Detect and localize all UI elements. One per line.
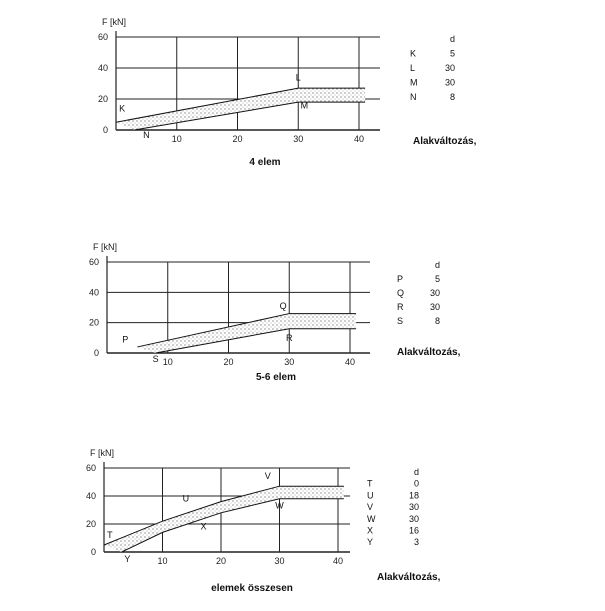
- x-tick-label: 20: [223, 357, 234, 367]
- x-tick-label: 30: [293, 134, 304, 144]
- y-axis-label: F [kN]: [102, 17, 126, 27]
- table-row-value: 30: [408, 502, 419, 513]
- point-label: R: [286, 332, 293, 343]
- table-row-label: R: [397, 302, 404, 312]
- x-axis-label: Alakváltozás,: [413, 136, 477, 147]
- chart-title: 4 elem: [249, 157, 281, 168]
- table-row-value: 5: [434, 274, 440, 284]
- table-header: d: [434, 260, 440, 270]
- x-tick-label: 40: [353, 134, 365, 144]
- y-tick-label: 40: [88, 287, 99, 298]
- y-tick-label: 20: [97, 94, 108, 104]
- y-tick-label: 0: [102, 125, 108, 135]
- chart-title: elemek összesen: [211, 583, 293, 594]
- table-row-value: 8: [434, 316, 440, 326]
- x-tick-label: 40: [344, 357, 356, 367]
- table-header: d: [413, 467, 419, 477]
- table-row-value: 30: [408, 513, 419, 524]
- y-axis-label: F [kN]: [93, 242, 117, 252]
- x-axis-label: Alakváltozás,: [397, 347, 461, 358]
- table-row-label: N: [410, 92, 417, 102]
- table-row-label: L: [410, 63, 416, 73]
- point-label: P: [122, 334, 129, 345]
- y-tick-label: 20: [85, 519, 96, 529]
- x-tick-label: 20: [215, 556, 227, 566]
- x-axis-label: Alakváltozás,: [377, 572, 441, 583]
- table-row-value: 16: [408, 525, 419, 536]
- table-row-label: P: [397, 274, 404, 284]
- table-row-label: X: [367, 525, 374, 536]
- table-row-value: 18: [408, 490, 419, 501]
- x-tick-label: 30: [284, 357, 295, 367]
- point-label: X: [200, 521, 207, 532]
- table-row-value: 30: [429, 302, 440, 312]
- table-row-value: 30: [429, 288, 440, 298]
- point-label: T: [107, 530, 113, 540]
- table-row-label: S: [397, 316, 404, 326]
- table-row-label: U: [367, 490, 374, 501]
- y-tick-label: 60: [88, 257, 99, 267]
- table-row-label: W: [367, 513, 376, 524]
- table-header: d: [449, 34, 455, 44]
- y-tick-label: 60: [85, 463, 96, 473]
- x-tick-label: 10: [157, 556, 168, 566]
- table-row-label: Y: [367, 537, 374, 548]
- scatter-band: [116, 88, 365, 130]
- y-tick-label: 40: [85, 491, 96, 501]
- point-label: L: [295, 72, 301, 83]
- table-row-value: 5: [449, 48, 455, 59]
- point-label: S: [152, 354, 159, 365]
- point-label: Y: [124, 553, 131, 564]
- table-row-label: Q: [397, 288, 405, 298]
- y-tick-label: 0: [90, 547, 96, 557]
- y-tick-label: 40: [97, 63, 108, 73]
- table-row-value: 30: [444, 77, 455, 88]
- table-row-label: V: [367, 502, 374, 513]
- table-row-label: K: [410, 48, 417, 59]
- table-row-value: 0: [413, 478, 419, 489]
- x-tick-label: 10: [162, 357, 173, 367]
- table-row-label: M: [410, 77, 418, 88]
- y-axis-label: F [kN]: [90, 448, 114, 458]
- scatter-band: [137, 314, 356, 353]
- x-tick-label: 20: [232, 134, 243, 144]
- point-label: W: [275, 500, 284, 511]
- point-label: K: [119, 103, 126, 114]
- point-label: Q: [279, 301, 287, 312]
- table-row-value: 3: [413, 537, 419, 548]
- point-label: U: [182, 493, 190, 504]
- table-row-value: 30: [444, 63, 455, 73]
- point-label: V: [264, 471, 271, 482]
- y-tick-label: 60: [97, 32, 108, 42]
- x-tick-label: 30: [274, 556, 285, 566]
- x-tick-label: 10: [171, 134, 182, 144]
- x-tick-label: 40: [332, 556, 344, 566]
- table-row-label: T: [367, 478, 373, 489]
- y-tick-label: 0: [93, 348, 99, 358]
- chart-title: 5-6 elem: [255, 372, 297, 383]
- point-label: M: [300, 100, 309, 111]
- table-row-value: 8: [449, 92, 455, 102]
- y-tick-label: 20: [88, 317, 99, 328]
- point-label: N: [143, 129, 150, 140]
